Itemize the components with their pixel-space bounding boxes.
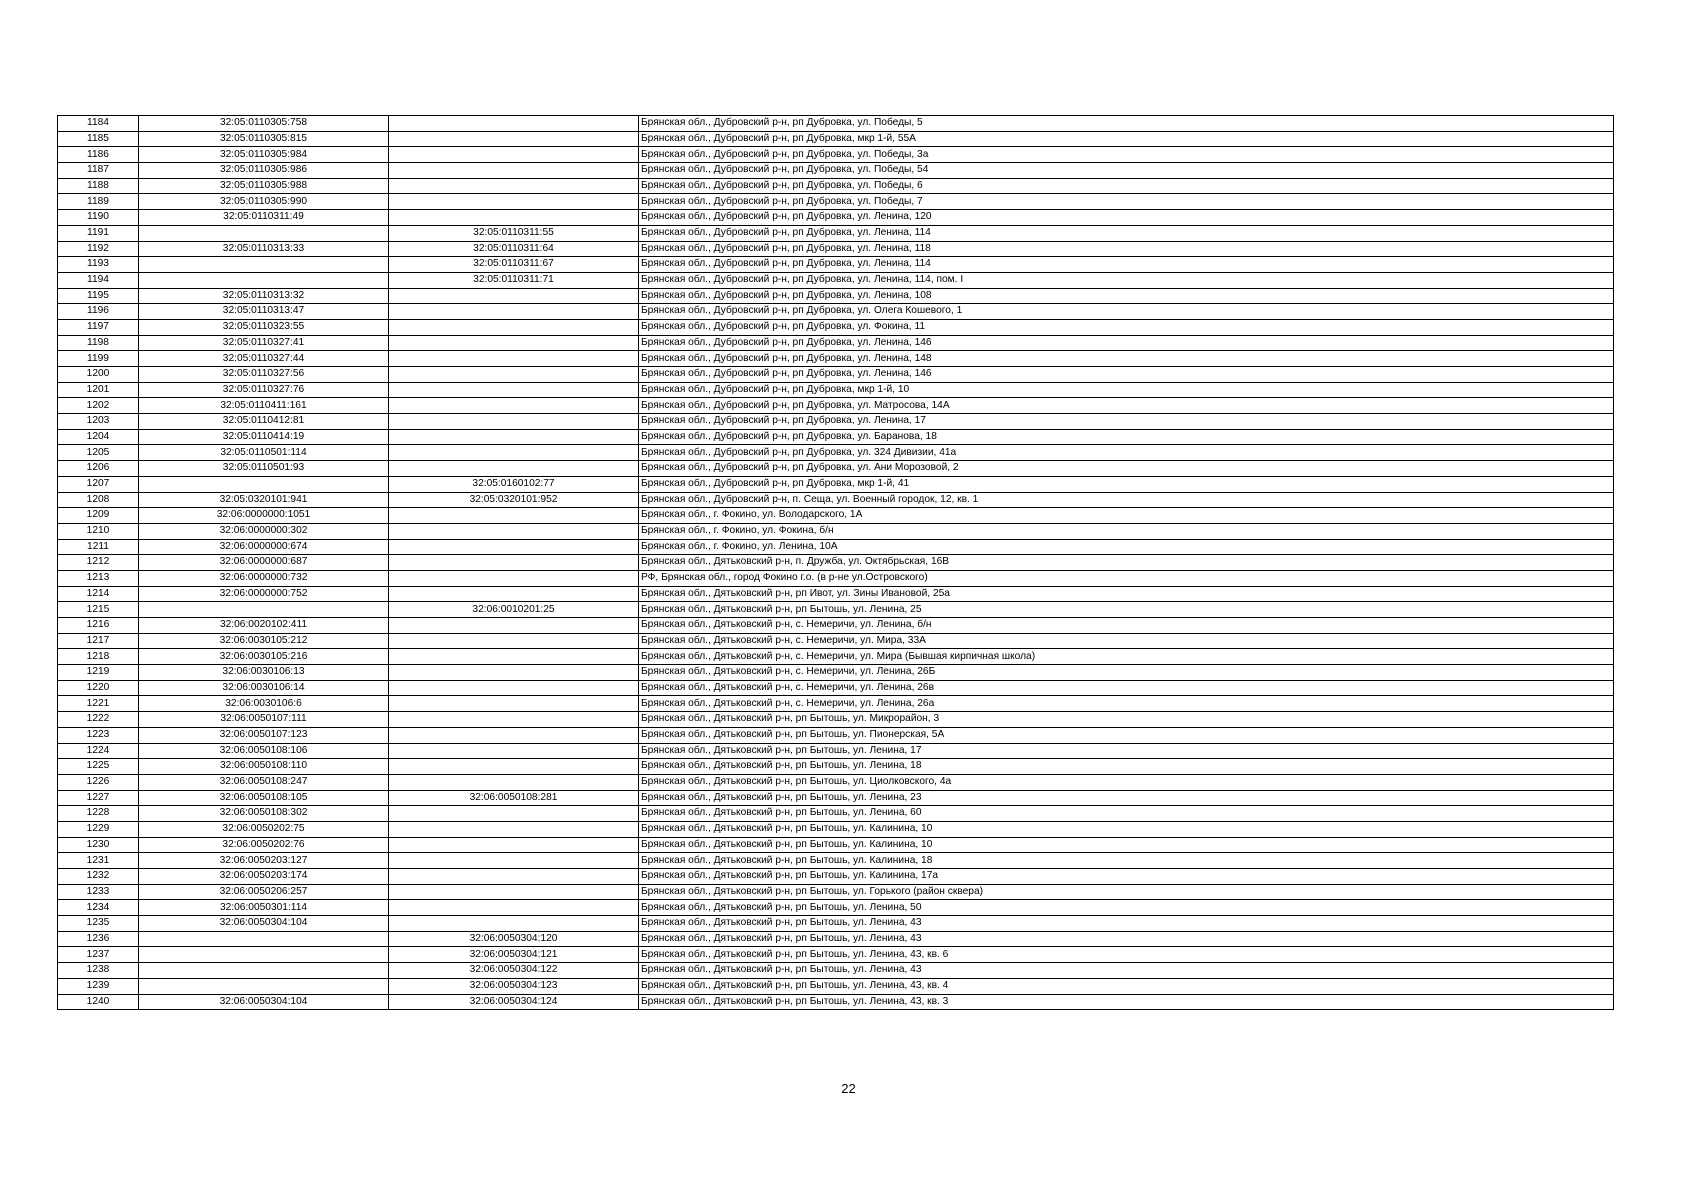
address-cell: Брянская обл., Дубровский р-н, рп Дубровка, ул. Ленина, 114, пом. I — [639, 272, 1614, 288]
cadastral-number-cell: 32:06:0000000:674 — [139, 539, 389, 555]
cadastral-number-cell — [139, 476, 389, 492]
table-row — [58, 257, 1614, 273]
linked-cadastral-number-cell — [389, 319, 639, 335]
cadastral-number-cell: 32:06:0050301:114 — [139, 900, 389, 916]
table-row — [58, 837, 1614, 853]
table-row — [58, 523, 1614, 539]
table-row — [58, 759, 1614, 775]
table-row — [58, 414, 1614, 430]
table-row — [58, 398, 1614, 414]
address-cell: Брянская обл., Дубровский р-н, рп Дубровка, ул. Ленина, 118 — [639, 241, 1614, 257]
table-row — [58, 665, 1614, 681]
linked-cadastral-number-cell — [389, 743, 639, 759]
table-row — [58, 633, 1614, 649]
linked-cadastral-number-cell — [389, 335, 639, 351]
linked-cadastral-number-cell — [389, 884, 639, 900]
address-cell: Брянская обл., Дубровский р-н, рп Дубровка, ул. Баранова, 18 — [639, 429, 1614, 445]
cadastral-number-cell — [139, 225, 389, 241]
row-number-cell: 1230 — [58, 837, 139, 853]
cadastral-number-cell: 32:05:0110305:986 — [139, 163, 389, 179]
address-cell: Брянская обл., Дубровский р-н, рп Дубровка, ул. Фокина, 11 — [639, 319, 1614, 335]
row-number-cell: 1216 — [58, 618, 139, 634]
address-cell: Брянская обл., Дубровский р-н, рп Дубровка, мкр 1-й, 10 — [639, 382, 1614, 398]
row-number-cell: 1233 — [58, 884, 139, 900]
cadastral-number-cell: 32:06:0050304:104 — [139, 916, 389, 932]
linked-cadastral-number-cell — [389, 178, 639, 194]
table-row — [58, 210, 1614, 226]
address-cell: Брянская обл., Дятьковский р-н, рп Ивот, ул. Зины Ивановой, 25а — [639, 586, 1614, 602]
row-number-cell: 1193 — [58, 257, 139, 273]
address-cell: Брянская обл., Дятьковский р-н, рп Бытошь, ул. Ленина, 18 — [639, 759, 1614, 775]
table-row — [58, 994, 1614, 1010]
table-row — [58, 649, 1614, 665]
table-row — [58, 931, 1614, 947]
cadastral-number-cell: 32:06:0050108:302 — [139, 806, 389, 822]
address-cell: Брянская обл., Дятьковский р-н, рп Бытошь, ул. Ленина, 43, кв. 6 — [639, 947, 1614, 963]
row-number-cell: 1217 — [58, 633, 139, 649]
address-cell: Брянская обл., Дятьковский р-н, с. Немеричи, ул. Ленина, 26Б — [639, 665, 1614, 681]
cadastral-number-cell: 32:06:0000000:302 — [139, 523, 389, 539]
linked-cadastral-number-cell: 32:06:0050304:124 — [389, 994, 639, 1010]
cadastral-number-cell: 32:06:0050108:110 — [139, 759, 389, 775]
row-number-cell: 1194 — [58, 272, 139, 288]
row-number-cell: 1184 — [58, 116, 139, 132]
address-cell: Брянская обл., Дятьковский р-н, рп Бытошь, ул. Калинина, 10 — [639, 837, 1614, 853]
table-row — [58, 570, 1614, 586]
linked-cadastral-number-cell — [389, 210, 639, 226]
address-cell: Брянская обл., Дятьковский р-н, с. Немеричи, ул. Ленина, 26а — [639, 696, 1614, 712]
table-row — [58, 476, 1614, 492]
row-number-cell: 1234 — [58, 900, 139, 916]
cadastral-number-cell: 32:05:0110327:56 — [139, 367, 389, 383]
address-cell: Брянская обл., Дятьковский р-н, рп Бытошь, ул. Ленина, 17 — [639, 743, 1614, 759]
address-cell: Брянская обл., Дятьковский р-н, рп Бытошь, ул. Ленина, 43 — [639, 963, 1614, 979]
row-number-cell: 1215 — [58, 602, 139, 618]
linked-cadastral-number-cell — [389, 288, 639, 304]
cadastral-number-cell: 32:05:0110414:19 — [139, 429, 389, 445]
address-cell: Брянская обл., Дубровский р-н, рп Дубровка, мкр 1-й, 55А — [639, 131, 1614, 147]
table-row — [58, 382, 1614, 398]
table-row — [58, 335, 1614, 351]
cadastral-number-cell: 32:06:0050108:106 — [139, 743, 389, 759]
linked-cadastral-number-cell — [389, 665, 639, 681]
cadastral-number-cell: 32:05:0110411:161 — [139, 398, 389, 414]
address-cell: Брянская обл., Дятьковский р-н, рп Бытошь, ул. Калинина, 10 — [639, 821, 1614, 837]
cadastral-number-cell: 32:06:0050206:257 — [139, 884, 389, 900]
linked-cadastral-number-cell: 32:05:0160102:77 — [389, 476, 639, 492]
row-number-cell: 1213 — [58, 570, 139, 586]
linked-cadastral-number-cell — [389, 194, 639, 210]
linked-cadastral-number-cell — [389, 727, 639, 743]
table-row — [58, 163, 1614, 179]
linked-cadastral-number-cell — [389, 429, 639, 445]
address-cell: Брянская обл., г. Фокино, ул. Володарского, 1А — [639, 508, 1614, 524]
linked-cadastral-number-cell: 32:06:0050108:281 — [389, 790, 639, 806]
address-cell: Брянская обл., Дубровский р-н, рп Дубровка, ул. Олега Кошевого, 1 — [639, 304, 1614, 320]
cadastral-number-cell: 32:05:0110305:758 — [139, 116, 389, 132]
address-cell: Брянская обл., Дубровский р-н, рп Дубровка, ул. Матросова, 14А — [639, 398, 1614, 414]
row-number-cell: 1223 — [58, 727, 139, 743]
table-row — [58, 241, 1614, 257]
table-row — [58, 727, 1614, 743]
table-row — [58, 743, 1614, 759]
row-number-cell: 1219 — [58, 665, 139, 681]
cadastral-number-cell: 32:06:0050202:75 — [139, 821, 389, 837]
cadastral-number-cell — [139, 931, 389, 947]
address-cell: Брянская обл., Дятьковский р-н, п. Дружба, ул. Октябрьская, 16В — [639, 555, 1614, 571]
linked-cadastral-number-cell: 32:05:0110311:71 — [389, 272, 639, 288]
table-row — [58, 116, 1614, 132]
row-number-cell: 1190 — [58, 210, 139, 226]
row-number-cell: 1211 — [58, 539, 139, 555]
page-number: 22 — [841, 1081, 856, 1096]
row-number-cell: 1206 — [58, 461, 139, 477]
address-cell: Брянская обл., Дятьковский р-н, рп Бытошь, ул. Калинина, 17а — [639, 869, 1614, 885]
cadastral-number-cell: 32:05:0110313:33 — [139, 241, 389, 257]
registry-table — [57, 115, 1614, 1010]
cadastral-number-cell — [139, 272, 389, 288]
row-number-cell: 1237 — [58, 947, 139, 963]
address-cell: Брянская обл., Дубровский р-н, рп Дубровка, ул. Победы, 54 — [639, 163, 1614, 179]
table-row — [58, 696, 1614, 712]
address-cell: Брянская обл., г. Фокино, ул. Ленина, 10А — [639, 539, 1614, 555]
linked-cadastral-number-cell — [389, 147, 639, 163]
row-number-cell: 1214 — [58, 586, 139, 602]
linked-cadastral-number-cell — [389, 633, 639, 649]
address-cell: Брянская обл., Дубровский р-н, рп Дубровка, ул. Ленина, 148 — [639, 351, 1614, 367]
cadastral-number-cell: 32:06:0050203:127 — [139, 853, 389, 869]
row-number-cell: 1239 — [58, 978, 139, 994]
table-row — [58, 147, 1614, 163]
address-cell: Брянская обл., Дятьковский р-н, рп Бытошь, ул. Циолковского, 4а — [639, 774, 1614, 790]
row-number-cell: 1187 — [58, 163, 139, 179]
address-cell: Брянская обл., Дубровский р-н, рп Дубровка, ул. Ленина, 146 — [639, 335, 1614, 351]
address-cell: Брянская обл., Дятьковский р-н, с. Немеричи, ул. Ленина, 26в — [639, 680, 1614, 696]
linked-cadastral-number-cell: 32:06:0050304:122 — [389, 963, 639, 979]
address-cell: Брянская обл., Дятьковский р-н, с. Немеричи, ул. Мира (Бывшая кирпичная школа) — [639, 649, 1614, 665]
row-number-cell: 1229 — [58, 821, 139, 837]
cadastral-number-cell: 32:05:0110501:114 — [139, 445, 389, 461]
row-number-cell: 1186 — [58, 147, 139, 163]
address-cell: Брянская обл., Дятьковский р-н, рп Бытошь, ул. Калинина, 18 — [639, 853, 1614, 869]
table-row — [58, 194, 1614, 210]
row-number-cell: 1196 — [58, 304, 139, 320]
row-number-cell: 1207 — [58, 476, 139, 492]
cadastral-number-cell: 32:06:0030106:6 — [139, 696, 389, 712]
table-row — [58, 853, 1614, 869]
cadastral-number-cell — [139, 602, 389, 618]
address-cell: Брянская обл., Дубровский р-н, рп Дубровка, ул. Ленина, 108 — [639, 288, 1614, 304]
table-row — [58, 461, 1614, 477]
row-number-cell: 1222 — [58, 712, 139, 728]
linked-cadastral-number-cell: 32:05:0110311:67 — [389, 257, 639, 273]
table-row — [58, 429, 1614, 445]
linked-cadastral-number-cell — [389, 116, 639, 132]
linked-cadastral-number-cell — [389, 759, 639, 775]
address-cell: Брянская обл., Дятьковский р-н, с. Немеричи, ул. Ленина, б/н — [639, 618, 1614, 634]
row-number-cell: 1220 — [58, 680, 139, 696]
linked-cadastral-number-cell — [389, 367, 639, 383]
address-cell: Брянская обл., Дятьковский р-н, рп Бытошь, ул. Пионерская, 5А — [639, 727, 1614, 743]
linked-cadastral-number-cell: 32:06:0010201:25 — [389, 602, 639, 618]
table-row — [58, 178, 1614, 194]
cadastral-number-cell: 32:06:0050107:111 — [139, 712, 389, 728]
table-row — [58, 869, 1614, 885]
table-row — [58, 351, 1614, 367]
address-cell: Брянская обл., Дубровский р-н, рп Дубровка, ул. Ленина, 146 — [639, 367, 1614, 383]
table-row — [58, 225, 1614, 241]
linked-cadastral-number-cell — [389, 351, 639, 367]
address-cell: Брянская обл., Дубровский р-н, рп Дубровка, ул. Ленина, 17 — [639, 414, 1614, 430]
linked-cadastral-number-cell — [389, 774, 639, 790]
linked-cadastral-number-cell — [389, 131, 639, 147]
cadastral-number-cell — [139, 978, 389, 994]
address-cell: Брянская обл., Дубровский р-н, рп Дубровка, ул. Победы, 7 — [639, 194, 1614, 210]
linked-cadastral-number-cell: 32:05:0110311:55 — [389, 225, 639, 241]
row-number-cell: 1200 — [58, 367, 139, 383]
row-number-cell: 1235 — [58, 916, 139, 932]
linked-cadastral-number-cell — [389, 712, 639, 728]
linked-cadastral-number-cell — [389, 539, 639, 555]
linked-cadastral-number-cell — [389, 869, 639, 885]
address-cell: Брянская обл., Дятьковский р-н, рп Бытошь, ул. Ленина, 43, кв. 4 — [639, 978, 1614, 994]
table-row — [58, 586, 1614, 602]
table-row — [58, 319, 1614, 335]
linked-cadastral-number-cell: 32:06:0050304:121 — [389, 947, 639, 963]
table-row — [58, 806, 1614, 822]
row-number-cell: 1218 — [58, 649, 139, 665]
table-row — [58, 790, 1614, 806]
cadastral-number-cell: 32:05:0110305:988 — [139, 178, 389, 194]
address-cell: Брянская обл., Дубровский р-н, рп Дубровка, ул. Ани Морозовой, 2 — [639, 461, 1614, 477]
table-row — [58, 272, 1614, 288]
linked-cadastral-number-cell — [389, 837, 639, 853]
cadastral-number-cell: 32:05:0320101:941 — [139, 492, 389, 508]
row-number-cell: 1189 — [58, 194, 139, 210]
cadastral-number-cell: 32:06:0030106:13 — [139, 665, 389, 681]
table-row — [58, 978, 1614, 994]
table-row — [58, 712, 1614, 728]
row-number-cell: 1240 — [58, 994, 139, 1010]
row-number-cell: 1232 — [58, 869, 139, 885]
address-cell: Брянская обл., Дятьковский р-н, рп Бытошь, ул. Ленина, 60 — [639, 806, 1614, 822]
cadastral-number-cell: 32:05:0110412:81 — [139, 414, 389, 430]
table-row — [58, 821, 1614, 837]
address-cell: Брянская обл., Дубровский р-н, рп Дубровка, ул. Ленина, 120 — [639, 210, 1614, 226]
row-number-cell: 1225 — [58, 759, 139, 775]
linked-cadastral-number-cell — [389, 555, 639, 571]
cadastral-number-cell: 32:05:0110327:44 — [139, 351, 389, 367]
row-number-cell: 1192 — [58, 241, 139, 257]
table-row — [58, 304, 1614, 320]
linked-cadastral-number-cell — [389, 570, 639, 586]
linked-cadastral-number-cell — [389, 916, 639, 932]
linked-cadastral-number-cell — [389, 414, 639, 430]
address-cell: Брянская обл., Дубровский р-н, рп Дубровка, ул. Победы, 5 — [639, 116, 1614, 132]
row-number-cell: 1228 — [58, 806, 139, 822]
address-cell: Брянская обл., Дубровский р-н, рп Дубровка, ул. 324 Дивизии, 41а — [639, 445, 1614, 461]
cadastral-number-cell: 32:05:0110501:93 — [139, 461, 389, 477]
row-number-cell: 1201 — [58, 382, 139, 398]
cadastral-number-cell: 32:05:0110305:984 — [139, 147, 389, 163]
linked-cadastral-number-cell — [389, 163, 639, 179]
row-number-cell: 1212 — [58, 555, 139, 571]
cadastral-number-cell: 32:05:0110305:990 — [139, 194, 389, 210]
row-number-cell: 1227 — [58, 790, 139, 806]
table-row — [58, 884, 1614, 900]
cadastral-number-cell: 32:06:0030105:216 — [139, 649, 389, 665]
address-cell: Брянская обл., Дубровский р-н, рп Дубровка, ул. Победы, 3а — [639, 147, 1614, 163]
table-row — [58, 539, 1614, 555]
registry-body — [58, 116, 1614, 1010]
address-cell: Брянская обл., Дятьковский р-н, рп Бытошь, ул. Микрорайон, 3 — [639, 712, 1614, 728]
cadastral-number-cell — [139, 947, 389, 963]
linked-cadastral-number-cell: 32:05:0320101:952 — [389, 492, 639, 508]
linked-cadastral-number-cell — [389, 680, 639, 696]
linked-cadastral-number-cell: 32:05:0110311:64 — [389, 241, 639, 257]
table-row — [58, 445, 1614, 461]
row-number-cell: 1238 — [58, 963, 139, 979]
row-number-cell: 1198 — [58, 335, 139, 351]
address-cell: Брянская обл., Дубровский р-н, п. Сеща, ул. Военный городок, 12, кв. 1 — [639, 492, 1614, 508]
linked-cadastral-number-cell — [389, 508, 639, 524]
address-cell: Брянская обл., Дубровский р-н, рп Дубровка, мкр 1-й, 41 — [639, 476, 1614, 492]
address-cell: Брянская обл., Дубровский р-н, рп Дубровка, ул. Победы, 6 — [639, 178, 1614, 194]
row-number-cell: 1195 — [58, 288, 139, 304]
row-number-cell: 1204 — [58, 429, 139, 445]
linked-cadastral-number-cell — [389, 382, 639, 398]
linked-cadastral-number-cell — [389, 445, 639, 461]
row-number-cell: 1231 — [58, 853, 139, 869]
row-number-cell: 1188 — [58, 178, 139, 194]
linked-cadastral-number-cell — [389, 398, 639, 414]
linked-cadastral-number-cell: 32:06:0050304:123 — [389, 978, 639, 994]
table-row — [58, 947, 1614, 963]
linked-cadastral-number-cell — [389, 304, 639, 320]
row-number-cell: 1226 — [58, 774, 139, 790]
row-number-cell: 1202 — [58, 398, 139, 414]
linked-cadastral-number-cell — [389, 900, 639, 916]
row-number-cell: 1199 — [58, 351, 139, 367]
cadastral-number-cell: 32:05:0110313:32 — [139, 288, 389, 304]
address-cell: Брянская обл., Дятьковский р-н, рп Бытошь, ул. Ленина, 23 — [639, 790, 1614, 806]
table-row — [58, 900, 1614, 916]
cadastral-number-cell — [139, 257, 389, 273]
table-row — [58, 131, 1614, 147]
address-cell: Брянская обл., Дятьковский р-н, рп Бытошь, ул. Горького (район сквера) — [639, 884, 1614, 900]
table-row — [58, 508, 1614, 524]
linked-cadastral-number-cell — [389, 586, 639, 602]
cadastral-number-cell: 32:05:0110327:76 — [139, 382, 389, 398]
address-cell: Брянская обл., Дятьковский р-н, рп Бытошь, ул. Ленина, 50 — [639, 900, 1614, 916]
linked-cadastral-number-cell — [389, 618, 639, 634]
cadastral-number-cell: 32:06:0000000:752 — [139, 586, 389, 602]
row-number-cell: 1209 — [58, 508, 139, 524]
linked-cadastral-number-cell: 32:06:0050304:120 — [389, 931, 639, 947]
cadastral-number-cell: 32:06:0000000:1051 — [139, 508, 389, 524]
row-number-cell: 1221 — [58, 696, 139, 712]
linked-cadastral-number-cell — [389, 821, 639, 837]
linked-cadastral-number-cell — [389, 806, 639, 822]
address-cell: Брянская обл., Дятьковский р-н, рп Бытошь, ул. Ленина, 43 — [639, 916, 1614, 932]
cadastral-number-cell: 32:05:0110327:41 — [139, 335, 389, 351]
table-row — [58, 963, 1614, 979]
row-number-cell: 1236 — [58, 931, 139, 947]
address-cell: Брянская обл., г. Фокино, ул. Фокина, б/н — [639, 523, 1614, 539]
linked-cadastral-number-cell — [389, 461, 639, 477]
table-row — [58, 774, 1614, 790]
linked-cadastral-number-cell — [389, 523, 639, 539]
address-cell: Брянская обл., Дятьковский р-н, с. Немеричи, ул. Мира, 33А — [639, 633, 1614, 649]
row-number-cell: 1197 — [58, 319, 139, 335]
table-row — [58, 492, 1614, 508]
cadastral-number-cell: 32:06:0050107:123 — [139, 727, 389, 743]
table-row — [58, 916, 1614, 932]
address-cell: Брянская обл., Дубровский р-н, рп Дубровка, ул. Ленина, 114 — [639, 225, 1614, 241]
table-row — [58, 602, 1614, 618]
cadastral-number-cell: 32:05:0110311:49 — [139, 210, 389, 226]
cadastral-number-cell: 32:06:0050108:247 — [139, 774, 389, 790]
row-number-cell: 1203 — [58, 414, 139, 430]
row-number-cell: 1205 — [58, 445, 139, 461]
cadastral-number-cell: 32:05:0110305:815 — [139, 131, 389, 147]
table-row — [58, 555, 1614, 571]
linked-cadastral-number-cell — [389, 853, 639, 869]
address-cell: РФ, Брянская обл., город Фокино г.о. (в р-не ул.Островского) — [639, 570, 1614, 586]
address-cell: Брянская обл., Дятьковский р-н, рп Бытошь, ул. Ленина, 43, кв. 3 — [639, 994, 1614, 1010]
row-number-cell: 1210 — [58, 523, 139, 539]
cadastral-number-cell: 32:06:0050108:105 — [139, 790, 389, 806]
address-cell: Брянская обл., Дятьковский р-н, рп Бытошь, ул. Ленина, 43 — [639, 931, 1614, 947]
cadastral-number-cell: 32:06:0000000:687 — [139, 555, 389, 571]
cadastral-number-cell: 32:06:0030105:212 — [139, 633, 389, 649]
table-row — [58, 288, 1614, 304]
row-number-cell: 1224 — [58, 743, 139, 759]
linked-cadastral-number-cell — [389, 696, 639, 712]
row-number-cell: 1185 — [58, 131, 139, 147]
cadastral-number-cell: 32:06:0050203:174 — [139, 869, 389, 885]
cadastral-number-cell: 32:06:0020102:411 — [139, 618, 389, 634]
row-number-cell: 1208 — [58, 492, 139, 508]
cadastral-number-cell: 32:05:0110323:55 — [139, 319, 389, 335]
table-row — [58, 680, 1614, 696]
cadastral-number-cell: 32:06:0050304:104 — [139, 994, 389, 1010]
table-row — [58, 618, 1614, 634]
cadastral-number-cell: 32:06:0000000:732 — [139, 570, 389, 586]
table-row — [58, 367, 1614, 383]
linked-cadastral-number-cell — [389, 649, 639, 665]
cadastral-number-cell: 32:05:0110313:47 — [139, 304, 389, 320]
cadastral-number-cell: 32:06:0030106:14 — [139, 680, 389, 696]
row-number-cell: 1191 — [58, 225, 139, 241]
address-cell: Брянская обл., Дятьковский р-н, рп Бытошь, ул. Ленина, 25 — [639, 602, 1614, 618]
cadastral-number-cell — [139, 963, 389, 979]
address-cell: Брянская обл., Дубровский р-н, рп Дубровка, ул. Ленина, 114 — [639, 257, 1614, 273]
cadastral-number-cell: 32:06:0050202:76 — [139, 837, 389, 853]
